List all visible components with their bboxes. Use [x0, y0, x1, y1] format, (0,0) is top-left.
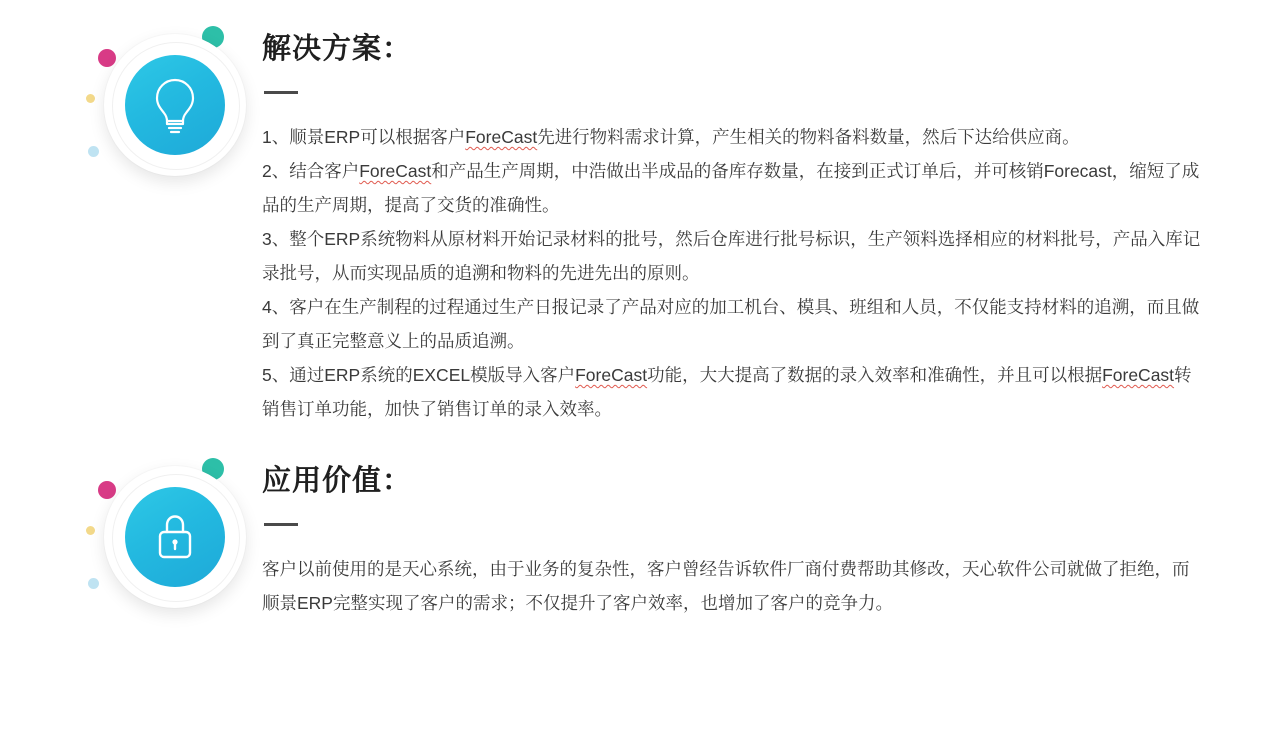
solution-icon-badge — [72, 14, 262, 194]
decorative-dot-pink — [98, 49, 116, 67]
solution-heading: 解决方案： — [262, 33, 413, 65]
solution-content — [262, 14, 1258, 426]
decorative-dot-grey — [88, 578, 99, 589]
section-value — [0, 426, 1264, 626]
decorative-dot-yellow — [86, 526, 95, 535]
solution-paragraph-5: 5、通过ERP系统的EXCEL模版导入客户ForeCast功能，大大提高了数据的录入效率和准确性，并且可以根据ForeCast转销售订单功能，加快了销售订单的录入效率。 — [262, 364, 1192, 419]
spellcheck-term: ForeCast — [575, 364, 648, 385]
solution-paragraph-1: 1、顺景ERP可以根据客户ForeCast先进行物料需求计算，产生相关的物料备料数量，然后下达给供应商。 — [262, 126, 1080, 147]
value-content — [262, 446, 1258, 620]
value-heading: 应用价值： — [262, 464, 413, 497]
decorative-dot-yellow — [86, 94, 95, 103]
solution-body — [262, 120, 1202, 426]
value-icon-badge — [72, 446, 262, 626]
decorative-dot-grey — [88, 146, 99, 157]
spellcheck-term: ForeCast — [359, 160, 432, 181]
solution-heading-rule — [264, 91, 298, 94]
value-paragraph-1: 客户以前使用的是天心系统，由于业务的复杂性，客户曾经告诉软件厂商付费帮助其修改，天心软件公司就做了拒绝，而顺景ERP完整实现了客户的需求；不仅提升了客户效率，也增加了客户的竞争力。 — [262, 558, 1190, 613]
lightbulb-icon — [125, 55, 225, 155]
lock-icon — [125, 487, 225, 587]
value-body — [262, 552, 1202, 620]
solution-paragraph-3: 3、整个ERP系统物料从原材料开始记录材料的批号，然后仓库进行批号标识，生产领料选择相应的材料批号，产品入库记录批号，从而实现品质的追溯和物料的先进先出的原则。 — [262, 228, 1201, 283]
decorative-dot-pink — [98, 481, 116, 499]
solution-paragraph-2: 2、结合客户ForeCast和产品生产周期，中浩做出半成品的备库存数量，在接到正式订单后，并可核销Forecast，缩短了成品的生产周期，提高了交货的准确性。 — [262, 160, 1200, 215]
spellcheck-term: ForeCast — [465, 126, 538, 147]
spellcheck-term: ForeCast — [1102, 364, 1175, 385]
solution-paragraph-4: 4、客户在生产制程的过程通过生产日报记录了产品对应的加工机台、模具、班组和人员，不仅能支持材料的追溯，而且做到了真正完整意义上的品质追溯。 — [262, 296, 1200, 351]
value-heading-rule — [264, 523, 298, 526]
